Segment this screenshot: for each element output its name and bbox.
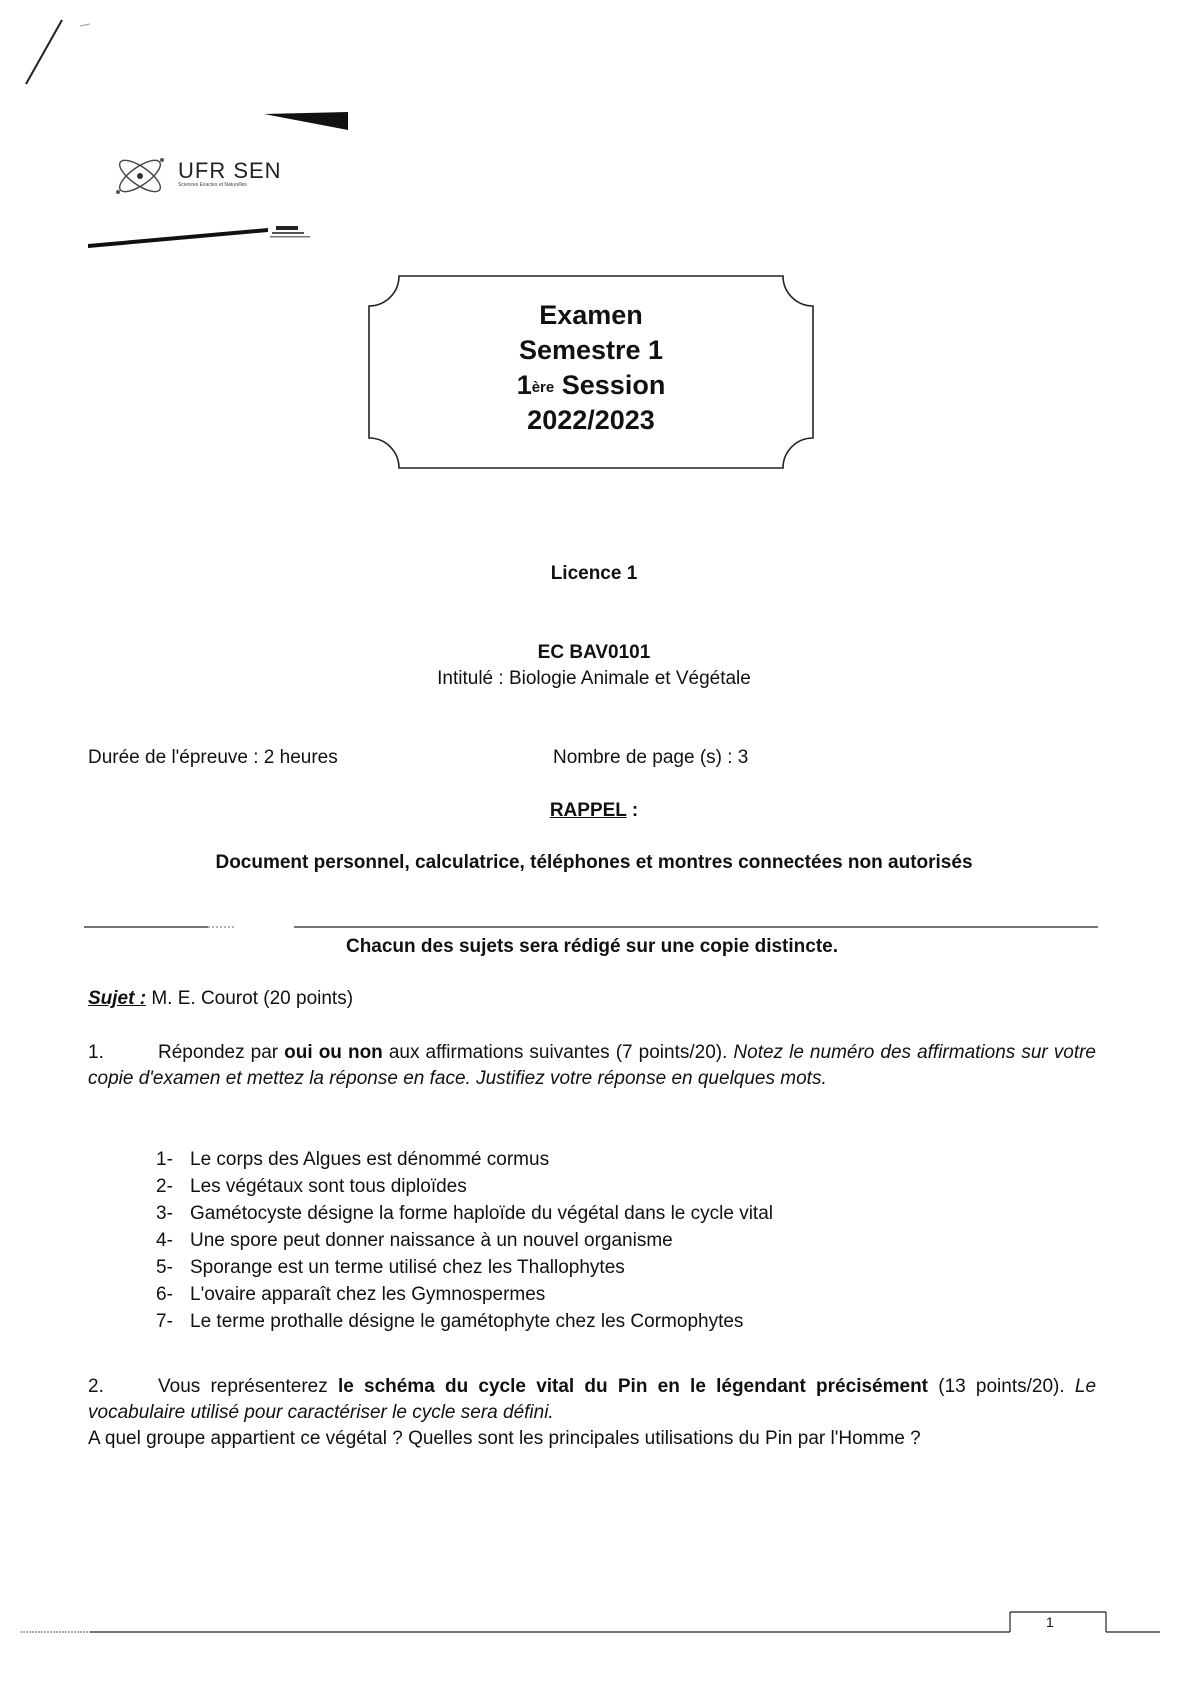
- statement-text: Sporange est un terme utilisé chez les Thallophytes: [190, 1257, 625, 1278]
- question-2-bold: le schéma du cycle vital du Pin en le légendant précisément: [337, 1376, 929, 1397]
- question-2-pre: Vous représenterez: [158, 1376, 338, 1397]
- list-item: [156, 1200, 773, 1227]
- question-1-mid: aux affirmations suivantes (7 points/20).: [382, 1042, 734, 1063]
- question-2: [88, 1374, 1096, 1452]
- list-item: [156, 1308, 773, 1335]
- atom-logo-icon: [104, 146, 176, 208]
- level: Licence 1: [550, 563, 638, 584]
- rappel-text: Document personnel, calculatrice, téléphones et montres connectées non autorisés: [215, 852, 973, 873]
- page-count: Nombre de page (s) : 3: [553, 747, 749, 768]
- statement-text: L'ovaire apparaît chez les Gymnospermes: [190, 1284, 546, 1305]
- logo-name: UFR SEN: [178, 158, 282, 183]
- statement-list: [156, 1146, 773, 1335]
- list-item: [156, 1146, 773, 1173]
- statement-text: Le terme prothalle désigne le gamétophyte chez les Cormophytes: [190, 1311, 744, 1332]
- statement-text: Les végétaux sont tous diploïdes: [190, 1176, 467, 1197]
- subject-line: [88, 988, 353, 1010]
- question-1-pre: Répondez par: [158, 1042, 285, 1063]
- question-1-italic: Notez le numéro des affirmations sur votre copie d'examen et mettez la réponse en face. Justifiez votre réponse en quelques mots.: [88, 1042, 1096, 1089]
- statement-text: Une spore peut donner naissance à un nouvel organisme: [190, 1230, 673, 1251]
- statement-number: 3-: [156, 1203, 173, 1224]
- pen-mark: [20, 18, 100, 88]
- statement-number: 4-: [156, 1230, 173, 1251]
- exam-title: Examen: [539, 300, 643, 330]
- page-number: 1: [1046, 1614, 1054, 1630]
- question-1-number: 1.: [88, 1042, 104, 1063]
- statement-number: 6-: [156, 1284, 173, 1305]
- rappel-heading: [400, 800, 788, 822]
- list-item: [156, 1281, 773, 1308]
- list-item: [156, 1254, 773, 1281]
- list-item: [156, 1173, 773, 1200]
- footer-line: [20, 1600, 1190, 1636]
- question-2-mid: (13 points/20).: [928, 1376, 1075, 1397]
- statement-number: 2-: [156, 1176, 173, 1197]
- question-2-number: 2.: [88, 1376, 104, 1397]
- subject-label: Sujet :: [88, 988, 147, 1009]
- question-2-line2: A quel groupe appartient ce végétal ? Quelles sont les principales utilisations du Pin par l'Homme ?: [88, 1428, 921, 1449]
- instruction: Chacun des sujets sera rédigé sur une copie distincte.: [345, 936, 839, 957]
- semester: Semestre 1: [518, 335, 664, 365]
- list-item: [156, 1227, 773, 1254]
- statement-text: Le corps des Algues est dénommé cormus: [190, 1149, 550, 1170]
- logo-subtitle: Sciences Exactes et Naturelles: [178, 182, 247, 188]
- question-1: [88, 1040, 1096, 1092]
- question-2-italic: Le vocabulaire utilisé pour caractériser le cycle sera défini.: [88, 1376, 1097, 1423]
- session: [370, 368, 812, 403]
- statement-text: Gamétocyste désigne la forme haploïde du végétal dans le cycle vital: [190, 1203, 773, 1224]
- academic-year: 2022/2023: [527, 405, 655, 435]
- rappel-colon: :: [626, 800, 639, 821]
- statement-number: 7-: [156, 1311, 173, 1332]
- separator-line: [84, 924, 1100, 930]
- logo-swoosh-top: [264, 108, 354, 132]
- course-title: Intitulé : Biologie Animale et Végétale: [437, 668, 751, 689]
- exam-duration: Durée de l'épreuve : 2 heures: [88, 747, 338, 768]
- session-superscript: ère: [531, 379, 555, 396]
- rappel-title: RAPPEL: [549, 800, 627, 821]
- exam-header: [370, 298, 812, 438]
- question-1-bold: oui ou non: [284, 1042, 383, 1063]
- statement-number: 5-: [156, 1257, 173, 1278]
- subject-text: M. E. Courot (20 points): [146, 988, 354, 1009]
- logo-swoosh-bottom: [88, 220, 348, 248]
- statement-number: 1-: [156, 1149, 173, 1170]
- session-word: Session: [561, 370, 666, 400]
- session-number: 1: [516, 370, 532, 400]
- course-code: EC BAV0101: [537, 642, 651, 663]
